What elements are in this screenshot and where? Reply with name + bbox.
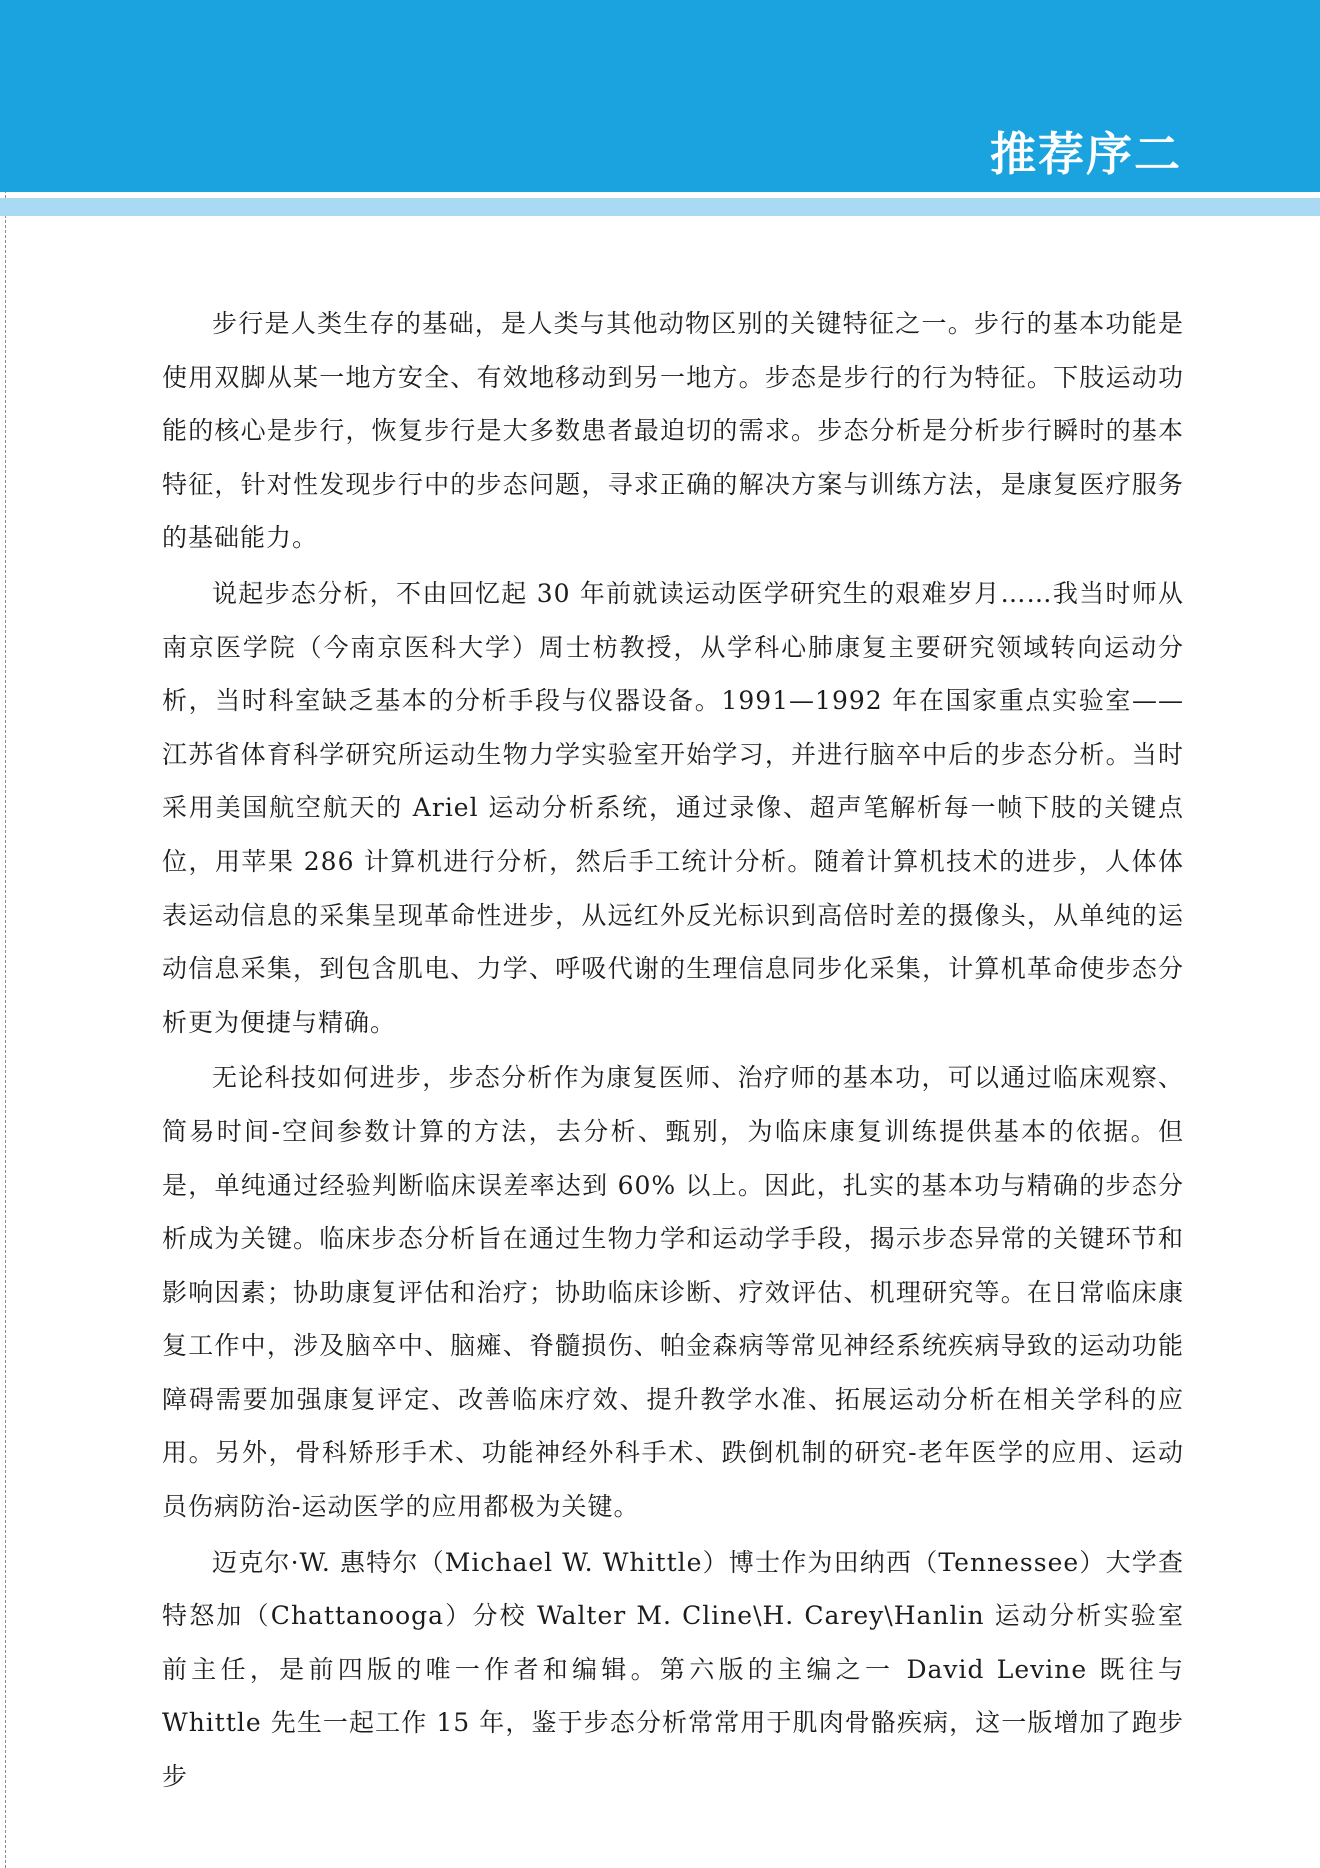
- header-stripe: [0, 198, 1320, 216]
- page-title: 推荐序二: [990, 127, 1182, 181]
- paragraph-3: 无论科技如何进步，步态分析作为康复医师、治疗师的基本功，可以通过临床观察、简易时间-空间参数计算的方法，去分析、甄别，为临床康复训练提供基本的依据。但是，单纯通过经验判断临床误差率达到 60% 以上。因此，扎实的基本功与精确的步态分析成为关键。临床步态分析旨在通过生物力学和运动学手段，揭示步态异常的关键环节和影响因素；协助康复评估和治疗；协助临床诊断、疗效评估、机理研究等。在日常临床康复工作中，涉及脑卒中、脑瘫、脊髓损伤、帕金森病等常见神经系统疾病导致的运动功能障碍需要加强康复评定、改善临床疗效、提升教学水准、拓展运动分析在相关学科的应用。另外，骨科矫形手术、功能神经外科手术、跌倒机制的研究-老年医学的应用、运动员伤病防治-运动医学的应用都极为关键。: [162, 1063, 1184, 1522]
- paragraph-1: 步行是人类生存的基础，是人类与其他动物区别的关键特征之一。步行的基本功能是使用双脚从某一地方安全、有效地移动到另一地方。步态是步行的行为特征。下肢运动功能的核心是步行，恢复步行是大多数患者最迫切的需求。步态分析是分析步行瞬时的基本特征，针对性发现步行中的步态问题，寻求正确的解决方案与训练方法，是康复医疗服务的基础能力。: [162, 309, 1184, 553]
- paragraph-2: 说起步态分析，不由回忆起 30 年前就读运动医学研究生的艰难岁月……我当时师从南京医学院（今南京医科大学）周士枋教授，从学科心肺康复主要研究领域转向运动分析，当时科室缺乏基本的分析手段与仪器设备。1991—1992 年在国家重点实验室——江苏省体育科学研究所运动生物力学实验室开始学习，并进行脑卒中后的步态分析。当时采用美国航空航天的 Ariel 运动分析系统，通过录像、超声笔解析每一帧下肢的关键点位，用苹果 286 计算机进行分析，然后手工统计分析。随着计算机技术的进步，人体体表运动信息的采集呈现革命性进步，从远红外反光标识到高倍时差的摄像头，从单纯的运动信息采集，到包含肌电、力学、呼吸代谢的生理信息同步化采集，计算机革命使步态分析更为便捷与精确。: [162, 578, 1184, 1037]
- body-text: [162, 297, 1184, 1806]
- paragraph-4: 迈克尔·W. 惠特尔（Michael W. Whittle）博士作为田纳西（Tennessee）大学查特怒加（Chattanooga）分校 Walter M. Cline\H. Carey\Hanlin 运动分析实验室前主任，是前四版的唯一作者和编辑。第六版的主编之一 David Levine 既往与 Whittle 先生一起工作 15 年，鉴于步态分析常常用于肌肉骨骼疾病，这一版增加了跑步步: [162, 1547, 1184, 1792]
- page-edge-dashed-line: [5, 0, 6, 1868]
